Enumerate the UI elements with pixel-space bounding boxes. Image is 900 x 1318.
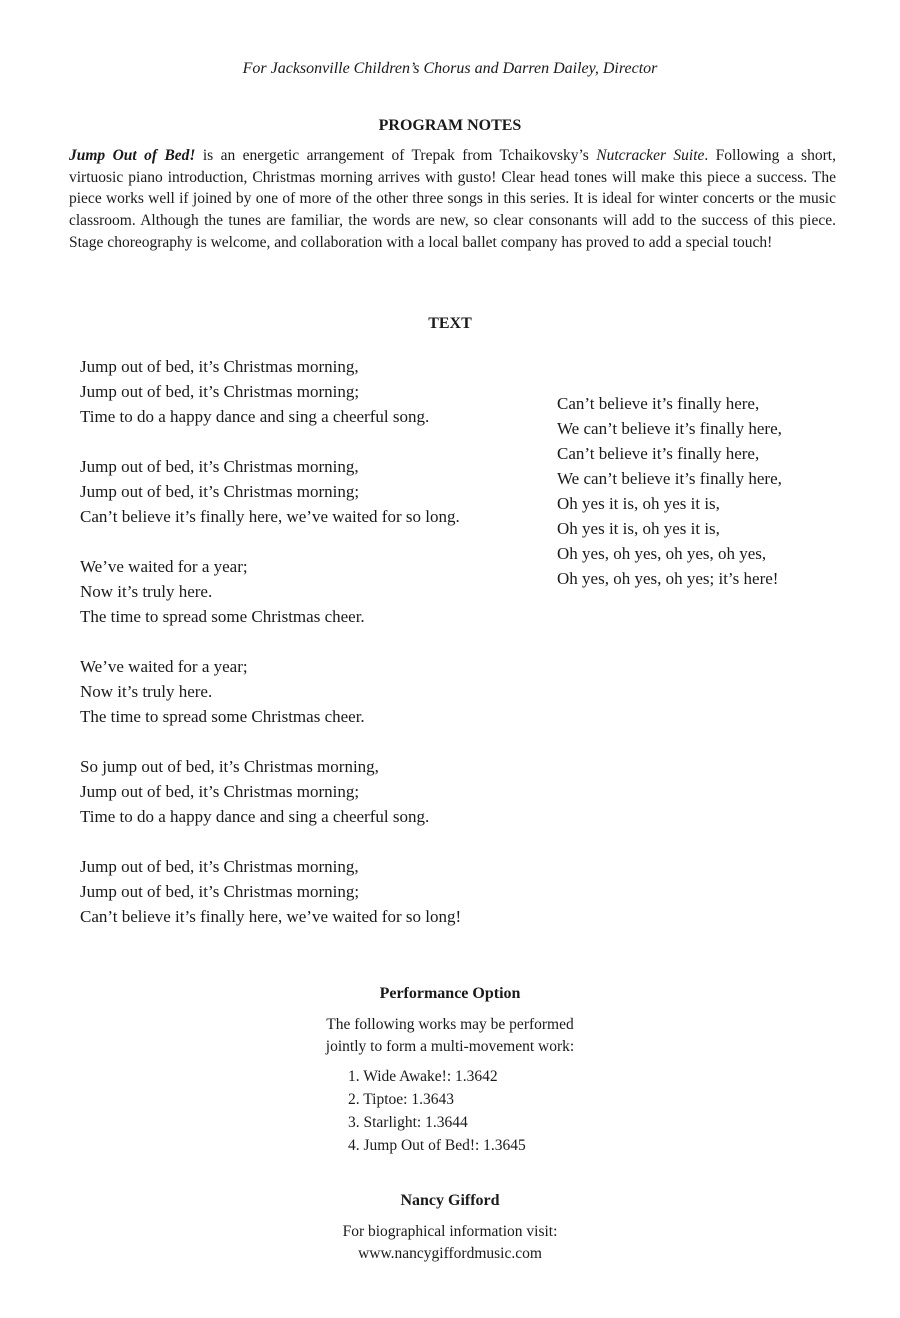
- works-list-item: 4. Jump Out of Bed!: 1.3645: [348, 1137, 526, 1154]
- lyric-line: Can’t believe it’s finally here,: [557, 394, 760, 413]
- works-list-item: 1. Wide Awake!: 1.3642: [348, 1068, 498, 1085]
- lyric-line: We’ve waited for a year;: [80, 657, 248, 676]
- composer-info-line: For biographical information visit:: [342, 1223, 558, 1240]
- composer-website: www.nancygiffordmusic.com: [358, 1245, 542, 1262]
- lyrics-stanza: [80, 454, 550, 529]
- lyric-line: Now it’s truly here.: [80, 682, 213, 701]
- lyric-line: Time to do a happy dance and sing a cheerful song.: [80, 807, 430, 826]
- lyrics-stanza: [80, 354, 550, 429]
- program-notes-title: Jump Out of Bed!: [69, 147, 196, 164]
- lyrics-stanza: [80, 654, 550, 729]
- works-list-item: 3. Starlight: 1.3644: [348, 1114, 468, 1131]
- program-notes-text-2: . Following a short, virtuosic piano introduction, Christmas morning arrives with gusto! Clear head tones will make this piece a success. The piece works well if joined by one of more of the other three songs in this series. It is ideal for winter concerts or the music classroom. Although the tunes are familiar, the words are new, so clear consonants will add to the success of this piece. Stage choreography is welcome, and collaboration with a local ballet company has proved to add a special touch!: [69, 147, 836, 251]
- lyric-line: We can’t believe it’s finally here,: [557, 469, 782, 488]
- lyric-line: We’ve waited for a year;: [80, 557, 248, 576]
- program-notes-heading: PROGRAM NOTES: [378, 117, 522, 134]
- lyric-line: Jump out of bed, it’s Christmas morning,: [80, 357, 359, 376]
- lyric-line: Jump out of bed, it’s Christmas morning,: [80, 457, 359, 476]
- performance-description-line: jointly to form a multi-movement work:: [325, 1038, 575, 1055]
- text-heading: TEXT: [428, 315, 472, 332]
- lyric-line: Can’t believe it’s finally here, we’ve waited for so long!: [80, 907, 462, 926]
- lyric-line: Jump out of bed, it’s Christmas morning;: [80, 482, 360, 501]
- lyric-line: Oh yes, oh yes, oh yes, oh yes,: [557, 544, 767, 563]
- lyric-line: Jump out of bed, it’s Christmas morning;: [80, 882, 360, 901]
- lyrics-right-column: [557, 391, 877, 591]
- program-notes-body: [69, 145, 836, 254]
- performance-option-description: [0, 1014, 900, 1058]
- lyric-line: The time to spread some Christmas cheer.: [80, 607, 365, 626]
- works-list: [348, 1065, 648, 1157]
- lyrics-left-column: [80, 354, 550, 954]
- program-notes-work-title: Nutcracker Suite: [596, 147, 705, 164]
- performance-description-line: The following works may be performed: [326, 1016, 574, 1033]
- lyric-line: Jump out of bed, it’s Christmas morning;: [80, 782, 360, 801]
- lyric-line: Jump out of bed, it’s Christmas morning,: [80, 857, 359, 876]
- performance-option-heading: Performance Option: [379, 985, 521, 1002]
- lyrics-stanza: [80, 754, 550, 829]
- composer-info: [0, 1221, 900, 1265]
- composer-name: Nancy Gifford: [400, 1192, 500, 1209]
- lyric-line: Can’t believe it’s finally here, we’ve waited for so long.: [80, 507, 460, 526]
- works-list-item: 2. Tiptoe: 1.3643: [348, 1091, 454, 1108]
- lyric-line: Jump out of bed, it’s Christmas morning;: [80, 382, 360, 401]
- lyric-line: So jump out of bed, it’s Christmas morning,: [80, 757, 379, 776]
- lyric-line: Now it’s truly here.: [80, 582, 213, 601]
- dedication: For Jacksonville Children’s Chorus and Darren Dailey, Director: [242, 60, 658, 77]
- program-notes-text-1: is an energetic arrangement of Trepak from Tchaikovsky’s: [195, 147, 597, 164]
- lyrics-stanza: [80, 554, 550, 629]
- lyric-line: Can’t believe it’s finally here,: [557, 444, 760, 463]
- lyric-line: We can’t believe it’s finally here,: [557, 419, 782, 438]
- lyrics-stanza: [80, 854, 550, 929]
- lyric-line: Oh yes it is, oh yes it is,: [557, 494, 720, 513]
- lyric-line: The time to spread some Christmas cheer.: [80, 707, 365, 726]
- lyric-line: Oh yes, oh yes, oh yes; it’s here!: [557, 569, 779, 588]
- lyric-line: Oh yes it is, oh yes it is,: [557, 519, 720, 538]
- lyric-line: Time to do a happy dance and sing a cheerful song.: [80, 407, 430, 426]
